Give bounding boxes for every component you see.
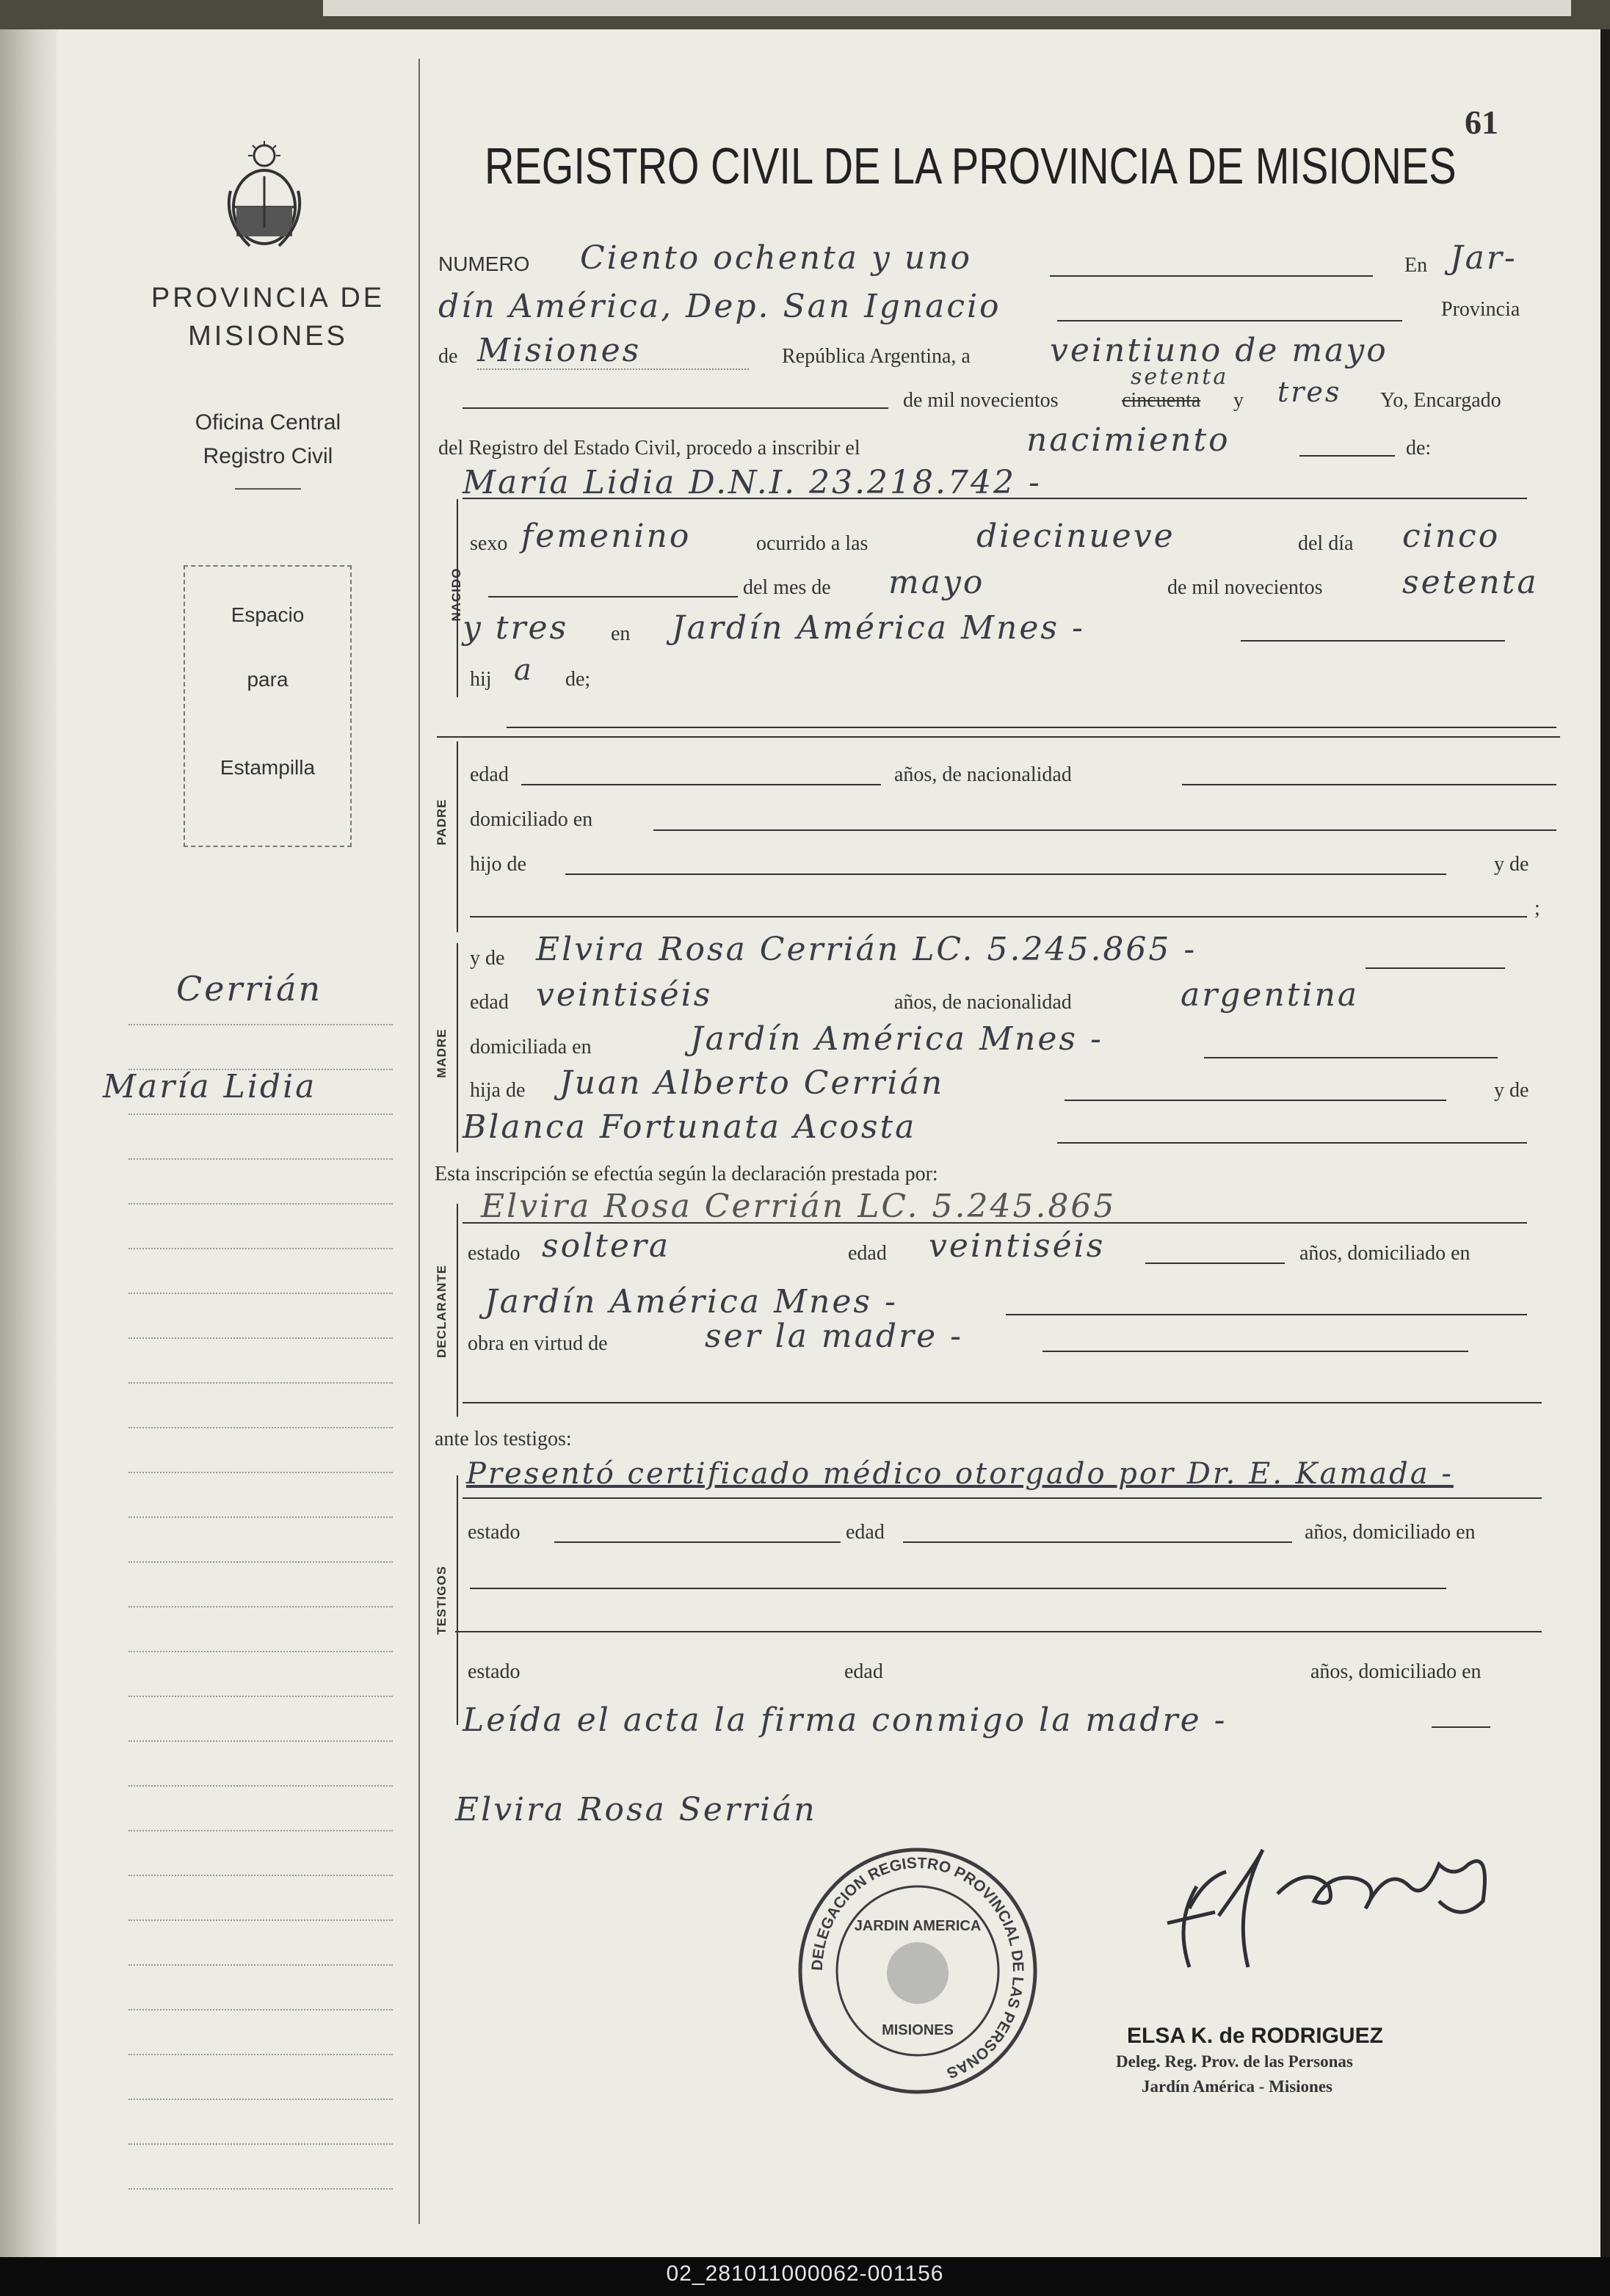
declarante-name-line (463, 1222, 1527, 1224)
declarante-anos-label: años, domiciliado en (1299, 1242, 1471, 1265)
lugar-line (1241, 640, 1505, 642)
province-value: Misiones (477, 332, 642, 369)
margin-rule (128, 1964, 393, 1966)
declarante-obra-value: ser la madre - (705, 1318, 963, 1355)
declarante-obra-line (1042, 1351, 1468, 1352)
declarante-intro: Esta inscripción se efectúa según la declaración prestada por: (435, 1163, 938, 1185)
padre-hijo-label: hijo de (470, 853, 526, 876)
madre-domicilio-label: domiciliada en (470, 1036, 592, 1058)
madre-domicilio-value: Jardín América Mnes - (690, 1020, 1103, 1058)
margin-rule (128, 1024, 393, 1025)
margin-rule (128, 1337, 393, 1339)
declarante-obra-label: obra en virtud de (468, 1332, 608, 1355)
place-line (1057, 320, 1402, 321)
official-seal-icon (793, 1842, 1042, 2099)
margin-rule (128, 1516, 393, 1518)
madre-name-line (1366, 967, 1505, 969)
margin-rule (128, 1472, 393, 1473)
madre-section-label: MADRE (435, 1028, 449, 1078)
testigo1-domicilio-line (470, 1588, 1446, 1589)
padre-last-line (470, 916, 1527, 918)
padre-top-line (437, 736, 1560, 738)
declarante-section-label: DECLARANTE (435, 1264, 449, 1358)
madre-yde-label: y de (470, 947, 505, 970)
declarante-edad-line (1145, 1263, 1285, 1264)
testigos-bracket (457, 1475, 458, 1725)
seal-ring-text: DELEGACION REGISTRO PROVINCIAL DE LAS PERSONAS (808, 1854, 1027, 2082)
dia-value: cinco (1402, 517, 1501, 555)
padre-anos-label: años, de nacionalidad (894, 763, 1072, 786)
seal-inner-text: JARDIN AMERICA (854, 1918, 982, 1934)
province-name (125, 279, 411, 355)
book-binding (0, 29, 57, 2257)
margin-rule (128, 1606, 393, 1607)
nacido-name-value: María Lidia D.N.I. 23.218.742 - (463, 464, 1042, 501)
padre-bracket (457, 741, 458, 932)
official-signature-icon (1145, 1820, 1512, 1982)
de2-label: de: (1406, 437, 1432, 459)
official-role: Deleg. Reg. Prov. de las Personas (1116, 2052, 1353, 2071)
date-value: veintiuno de mayo (1050, 332, 1388, 369)
margin-rule (128, 1248, 393, 1249)
anio-value: setenta (1402, 564, 1539, 601)
madre-yde2-label: y de (1494, 1079, 1529, 1102)
padre-semicolon: ; (1534, 897, 1540, 920)
mes-label: del mes de (743, 576, 831, 599)
margin-rule (128, 1740, 393, 1742)
mes-line (488, 596, 738, 597)
padre-domicilio-label: domiciliado en (470, 808, 593, 831)
y-label: y (1233, 389, 1244, 412)
madre-nacionalidad-value: argentina (1181, 976, 1360, 1014)
testigos-mid-line (455, 1631, 1542, 1632)
province-line-1: PROVINCIA DE (151, 283, 385, 313)
testigo2-anos-label: años, domiciliado en (1310, 1660, 1482, 1683)
margin-rule (128, 1427, 393, 1428)
madre-name-value: Elvira Rosa Cerrián LC. 5.245.865 - (536, 931, 1197, 968)
correction-value: setenta (1131, 364, 1229, 390)
testigos-section-label: TESTIGOS (435, 1566, 449, 1635)
declarante-edad-label: edad (848, 1242, 887, 1265)
hij-value: a (514, 653, 534, 687)
declarante-last-line (463, 1402, 1542, 1403)
margin-rule (128, 2009, 393, 2010)
margin-rule (128, 1875, 393, 1876)
hij-label: hij (470, 668, 492, 691)
testigo2-edad-label: edad (844, 1660, 883, 1683)
declarante-estado-value: soltera (542, 1227, 671, 1265)
struck-word: cincuenta (1122, 389, 1201, 412)
office-line-1: Oficina Central (195, 410, 341, 435)
top-edge (0, 0, 1610, 29)
margin-rule (128, 1561, 393, 1563)
margin-rule (128, 2188, 393, 2190)
declarante-estado-label: estado (468, 1242, 521, 1265)
coat-of-arms-icon (220, 139, 308, 257)
margin-rule (128, 2143, 393, 2145)
declarante-bracket (457, 1204, 458, 1417)
testigo2-estado-label: estado (468, 1660, 521, 1683)
sexo-label: sexo (470, 532, 508, 555)
testigo1-edad-line (903, 1541, 1292, 1543)
madre-edad-label: edad (470, 991, 509, 1014)
testigo1-estado-line (554, 1541, 841, 1543)
closing-line (1432, 1726, 1490, 1728)
numero-label: NUMERO (438, 253, 530, 275)
mother-signature: Elvira Rosa Serrián (455, 1791, 817, 1828)
year-value: tres (1277, 376, 1342, 408)
en-label: En (1404, 254, 1428, 277)
madre-domicilio-line (1204, 1057, 1498, 1058)
madre-anos-label: años, de nacionalidad (894, 991, 1072, 1014)
margin-rule (128, 1069, 393, 1070)
margin-rule (128, 1919, 393, 1921)
province-dots (477, 368, 749, 370)
republica-label: República Argentina, a (782, 345, 971, 368)
margin-rule (128, 1158, 393, 1160)
previous-page-edge (323, 0, 1571, 16)
hij-de-label: de; (565, 668, 591, 691)
date-continuation-line (463, 407, 888, 409)
stamp-label-2: para (247, 668, 289, 691)
margin-rule (128, 2099, 393, 2100)
stamp-label-3: Estampilla (220, 756, 316, 779)
margin-rule (128, 1696, 393, 1697)
numero-value: Ciento ochenta y uno (580, 239, 973, 277)
margin-rule (128, 1203, 393, 1205)
madre-edad-value: veintiséis (536, 976, 713, 1014)
act-value: nacimiento (1026, 421, 1230, 459)
province-line-2: MISIONES (188, 321, 348, 352)
madre-hija-label: hija de (470, 1079, 526, 1102)
numero-line (1050, 275, 1373, 277)
encargado-label: Yo, Encargado (1380, 389, 1501, 412)
margin-rule (128, 2054, 393, 2055)
stamp-space-box (184, 565, 352, 847)
testigos-intro: ante los testigos: (435, 1428, 572, 1450)
lugar-value: Jardín América Mnes - (672, 609, 1085, 647)
testigo1-edad-label: edad (846, 1521, 885, 1544)
padre-hijo-line (565, 873, 1446, 875)
madre-bracket (457, 943, 458, 1152)
en-value: Jar- (1450, 239, 1517, 277)
padre-yde-label: y de (1494, 853, 1529, 876)
office-name (125, 406, 411, 473)
margin-names: María Lidia (103, 1068, 317, 1105)
mil-label: de mil novecientos (903, 389, 1059, 412)
padre-nac-line (1182, 784, 1556, 785)
testigos-note-value: Presentó certificado médico otorgado por Dr. E. Kamada - (466, 1457, 1454, 1491)
act-line (1299, 455, 1395, 457)
margin-rule (128, 1830, 393, 1831)
margin-surname: Cerrián (176, 969, 323, 1009)
provincia-label: Provincia (1441, 298, 1520, 321)
madre-padre-value: Juan Alberto Cerrián (559, 1064, 945, 1102)
declarante-edad-value: veintiséis (929, 1227, 1106, 1265)
footer-text: 02_281011000062-001156 (666, 2262, 944, 2286)
ocurrido-label: ocurrido a las (756, 532, 869, 555)
margin-rule (128, 1382, 393, 1384)
mes-value: mayo (888, 564, 985, 601)
testigo1-estado-label: estado (468, 1521, 521, 1544)
nacido-mil-label: de mil novecientos (1167, 576, 1323, 599)
anio2-value: y tres (463, 609, 569, 647)
nacido-name-line (463, 498, 1527, 499)
dia-label: del día (1298, 532, 1354, 555)
page-number: 61 (1465, 103, 1498, 141)
place-value: dín América, Dep. San Ignacio (438, 288, 1001, 325)
page-title: REGISTRO CIVIL DE LA PROVINCIA DE MISIONES (485, 137, 1457, 195)
office-line-2: Registro Civil (203, 444, 333, 468)
nacido-section-label: NACIDO (449, 567, 463, 622)
declarante-domicilio-line (1006, 1314, 1527, 1315)
registro-label: del Registro del Estado Civil, procedo a inscribir el (438, 437, 860, 459)
office-underline (235, 488, 301, 490)
declarante-domicilio-value: Jardín América Mnes - (485, 1283, 898, 1320)
padre-section-label: PADRE (435, 799, 449, 846)
nacido-en-label: en (611, 622, 631, 645)
declarante-name-value: Elvira Rosa Cerrián LC. 5.245.865 (481, 1188, 1117, 1225)
madre-padre-line (1065, 1100, 1446, 1101)
margin-rule (128, 1293, 393, 1294)
hora-value: diecinueve (976, 517, 1175, 555)
margin-rule (128, 1785, 393, 1787)
testigo1-anos-label: años, domiciliado en (1305, 1521, 1476, 1544)
testigos-closing-value: Leída el acta la firma conmigo la madre - (463, 1701, 1228, 1739)
margin-rule (128, 1114, 393, 1115)
testigos-note-line (463, 1497, 1542, 1499)
sexo-value: femenino (521, 517, 692, 555)
image-footer (0, 2257, 1610, 2296)
madre-madre-line (1057, 1142, 1527, 1144)
official-name: ELSA K. de RODRIGUEZ (1127, 2024, 1383, 2048)
madre-madre-value: Blanca Fortunata Acosta (463, 1108, 917, 1146)
official-place: Jardín América - Misiones (1142, 2077, 1332, 2096)
stamp-label-1: Espacio (231, 603, 305, 626)
margin-rule (128, 1651, 393, 1652)
padre-domicilio-line (653, 829, 1556, 831)
de-label: de (438, 345, 458, 368)
padre-edad-label: edad (470, 763, 509, 786)
padre-name-line (507, 727, 1556, 728)
padre-edad-line (521, 784, 881, 785)
seal-bottom-text: MISIONES (882, 2022, 954, 2038)
margin-divider (418, 59, 420, 2224)
